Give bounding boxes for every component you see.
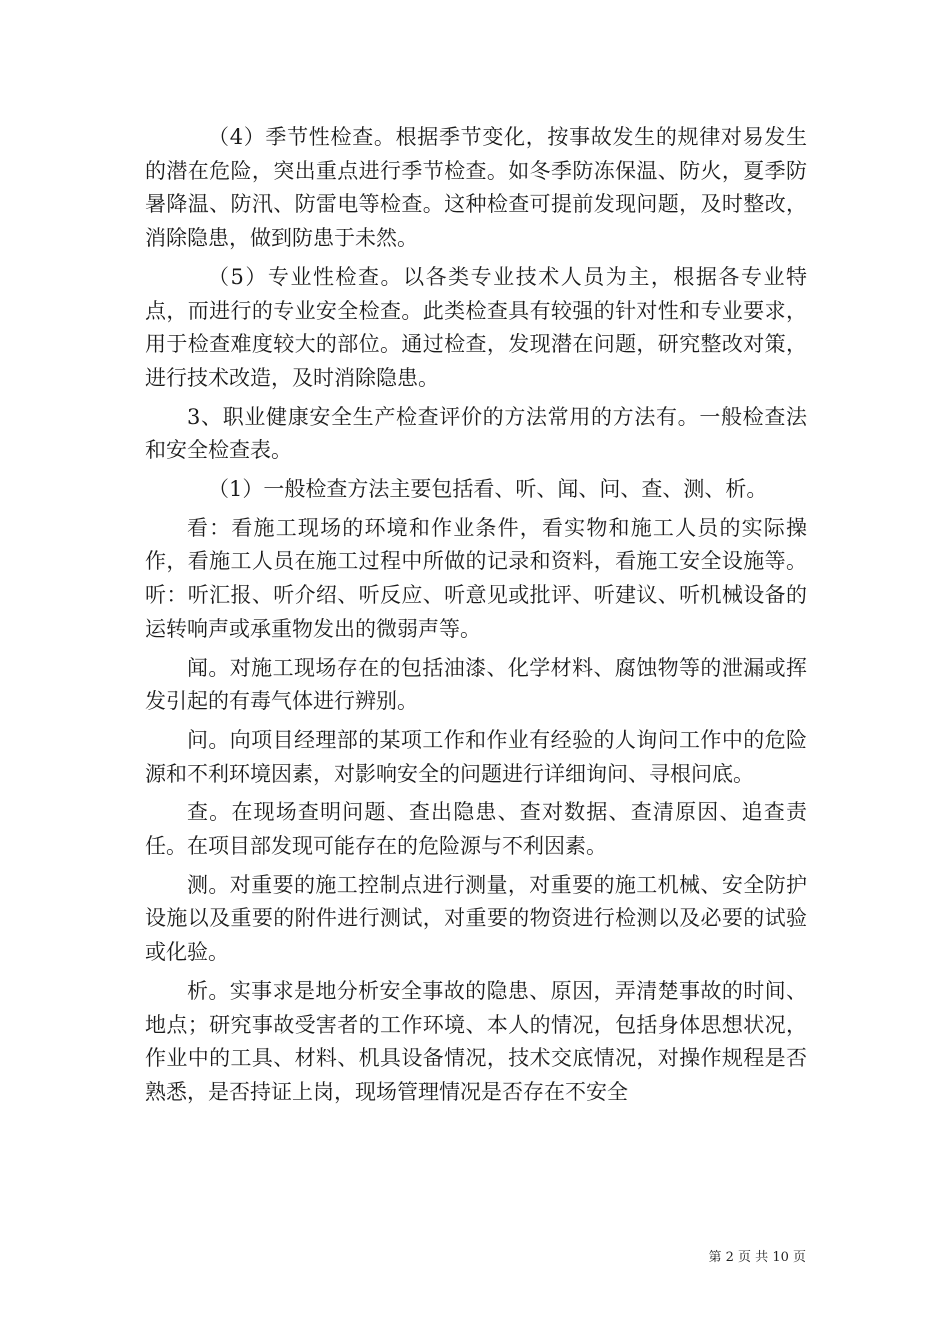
paragraph-look-listen: 看：看施工现场的环境和作业条件，看实物和施工人员的实际操作，看施工人员在施工过程中所做的记录和资料，看施工安全设施等。听：听汇报、听介绍、听反应、听意见或批评、听建议、听机械设备的运转响声或承重物发出的微弱声等。	[145, 515, 807, 641]
paragraph-professional-inspection: （5）专业性检查。以各类专业技术人员为主，根据各专业特点，而进行的专业安全检查。此类检查具有较强的针对性和专业要求，用于检查难度较大的部位。通过检查，发现潜在问题，研究整改对策，进行技术改造，及时消除隐患。	[145, 264, 807, 390]
paragraph-smell: 闻。对施工现场存在的包括油漆、化学材料、腐蚀物等的泄漏或挥发引起的有毒气体进行辨别。	[145, 655, 807, 714]
page-number-footer: 第 2 页 共 10 页	[708, 1250, 806, 1265]
document-body	[145, 121, 807, 1115]
paragraph-seasonal-inspection: （4）季节性检查。根据季节变化，按事故发生的规律对易发生的潜在危险，突出重点进行季节检查。如冬季防冻保温、防火，夏季防暑降温、防汛、防雷电等检查。这种检查可提前发现问题，及时整改，消除隐患，做到防患于未然。	[145, 125, 807, 251]
paragraph-analyze: 析。实事求是地分析安全事故的隐患、原因，弄清楚事故的时间、地点；研究事故受害者的工作环境、本人的情况，包括身体思想状况，作业中的工具、材料、机具设备情况，技术交底情况，对操作规程是否熟悉，是否持证上岗，现场管理情况是否存在不安全	[145, 978, 807, 1104]
paragraph-measure: 测。对重要的施工控制点进行测量，对重要的施工机械、安全防护设施以及重要的附件进行测试，对重要的物资进行检测以及必要的试验或化验。	[145, 872, 807, 965]
paragraph-inspection-methods: 3、职业健康安全生产检查评价的方法常用的方法有。一般检查法和安全检查表。	[145, 404, 807, 463]
paragraph-check: 查。在现场查明问题、查出隐患、查对数据、查清原因、追查责任。在项目部发现可能存在的危险源与不利因素。	[145, 800, 807, 859]
paragraph-general-method: （1）一般检查方法主要包括看、听、闻、问、查、测、析。	[208, 477, 768, 502]
paragraph-ask: 问。向项目经理部的某项工作和作业有经验的人询问工作中的危险源和不利环境因素，对影响安全的问题进行详细询问、寻根问底。	[145, 727, 807, 786]
